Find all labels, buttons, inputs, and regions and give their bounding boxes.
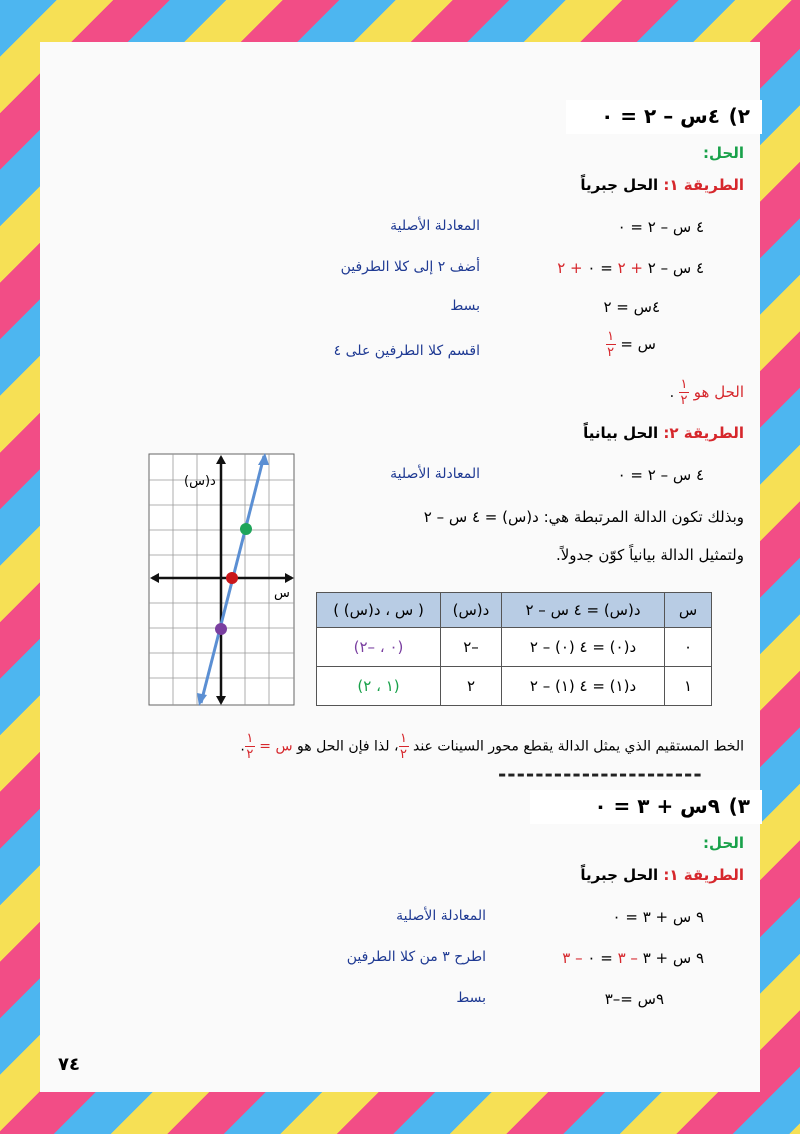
step-math — [557, 259, 704, 277]
point-1-2 — [240, 523, 252, 535]
table-header: ( س ، د(س) ) — [317, 593, 441, 628]
fraction: $\frac{١}{٢}$ — [400, 731, 408, 762]
answer-line: الحل هو $\frac{١}{٢}$ . — [669, 377, 744, 408]
step-math: ٩ س + ٣ = ٠ — [612, 908, 704, 926]
problem-2-number: ٢) — [728, 104, 750, 128]
table-cell: د(١) = ٤ (١) – ٢ — [502, 667, 665, 706]
conclusion-answer: س = — [259, 738, 293, 755]
conclusion-text: الخط المستقيم الذي يمثل الدالة يقطع محور السينات عند — [412, 738, 744, 755]
method-1-heading — [580, 866, 744, 884]
problem-3-equation: ٩س + ٣ = ٠ — [594, 794, 720, 818]
solution-label: الحل: — [703, 834, 744, 852]
table-header-row — [317, 593, 712, 628]
table-cell: (٠ ، –٢) — [317, 628, 441, 667]
related-function: وبذلك تكون الدالة المرتبطة هي: د(س) = ٤ س – ٢ — [423, 508, 744, 526]
step-math — [562, 949, 704, 967]
table-row — [317, 628, 712, 667]
step-desc: المعادلة الأصلية — [390, 218, 480, 234]
table-header: د(س) = ٤ س – ٢ — [502, 593, 665, 628]
problem-3-number: ٣) — [728, 794, 750, 818]
table-row — [317, 667, 712, 706]
step-math — [606, 330, 656, 359]
math-part: ٤ س – ٢ — [647, 259, 704, 277]
step-desc: اطرح ٣ من كلا الطرفين — [346, 949, 486, 965]
make-table-text: ولتمثيل الدالة بيانياً كوّن جدولاً. — [555, 546, 744, 564]
section-divider: ---------------------- — [498, 762, 703, 786]
step-desc: اقسم كلا الطرفين على ٤ — [333, 343, 480, 359]
function-graph — [148, 453, 296, 707]
y-axis-label: د(س) — [184, 474, 216, 489]
step-math: ٤ س – ٢ = ٠ — [617, 218, 704, 236]
problem-2-equation: ٤س – ٢ = ٠ — [601, 104, 720, 128]
table-cell: –٢ — [441, 628, 502, 667]
method-label: الطريقة ٢: — [663, 424, 744, 442]
step-math: ٤ س – ٢ = ٠ — [617, 466, 704, 484]
conclusion-line: الخط المستقيم الذي يمثل الدالة يقطع محور السينات عند $\frac{١}{٢}$ ، لذا فإن الحل هو س = $\frac{١}{٢}$ . — [240, 731, 744, 762]
values-table — [316, 592, 712, 706]
answer-text: الحل هو — [693, 383, 744, 401]
math-add: – ٣ — [562, 949, 583, 967]
method-title: الحل جبرياً — [580, 176, 659, 194]
math-part: = ٠ — [587, 259, 613, 277]
math-add: + ٢ — [557, 259, 583, 277]
conclusion-text: ، لذا فإن الحل هو — [297, 738, 399, 755]
method-label: الطريقة ١: — [663, 866, 744, 884]
table-cell: د(٠) = ٤ (٠) – ٢ — [502, 628, 665, 667]
method-title: الحل بيانياً — [583, 424, 659, 442]
step-desc: بسط — [456, 990, 486, 1006]
math-part: ٩ س + ٣ — [642, 949, 704, 967]
method-label: الطريقة ١: — [663, 176, 744, 194]
table-cell: ٠ — [665, 628, 712, 667]
point-half-0 — [226, 572, 238, 584]
table-cell: (١ ، ٢) — [317, 667, 441, 706]
step-desc: المعادلة الأصلية — [390, 466, 480, 482]
math-lhs: س = — [620, 335, 656, 353]
step-desc: بسط — [450, 298, 480, 314]
fraction: $\frac{١}{٢}$ — [607, 329, 615, 360]
table-cell: ٢ — [441, 667, 502, 706]
point-0-neg2 — [215, 623, 227, 635]
method-title: الحل جبرياً — [580, 866, 659, 884]
page-number: ٧٤ — [58, 1054, 80, 1075]
math-part: = ٠ — [587, 949, 613, 967]
table-header: س — [665, 593, 712, 628]
step-math: ٤س = ٢ — [603, 298, 660, 316]
x-axis-label: س — [274, 586, 290, 601]
table-cell: ١ — [665, 667, 712, 706]
method-2-heading — [583, 424, 744, 442]
method-1-heading — [580, 176, 744, 194]
step-desc: أضف ٢ إلى كلا الطرفين — [340, 259, 480, 275]
step-desc: المعادلة الأصلية — [396, 908, 486, 924]
solution-label: الحل: — [703, 144, 744, 162]
math-add: + ٢ — [617, 259, 643, 277]
step-math: ٩س =–٣ — [604, 990, 664, 1008]
fraction: $\frac{١}{٢}$ — [246, 731, 254, 762]
answer-fraction: $\frac{١}{٢}$ — [680, 377, 688, 408]
math-add: – ٣ — [617, 949, 638, 967]
table-header: د(س) — [441, 593, 502, 628]
